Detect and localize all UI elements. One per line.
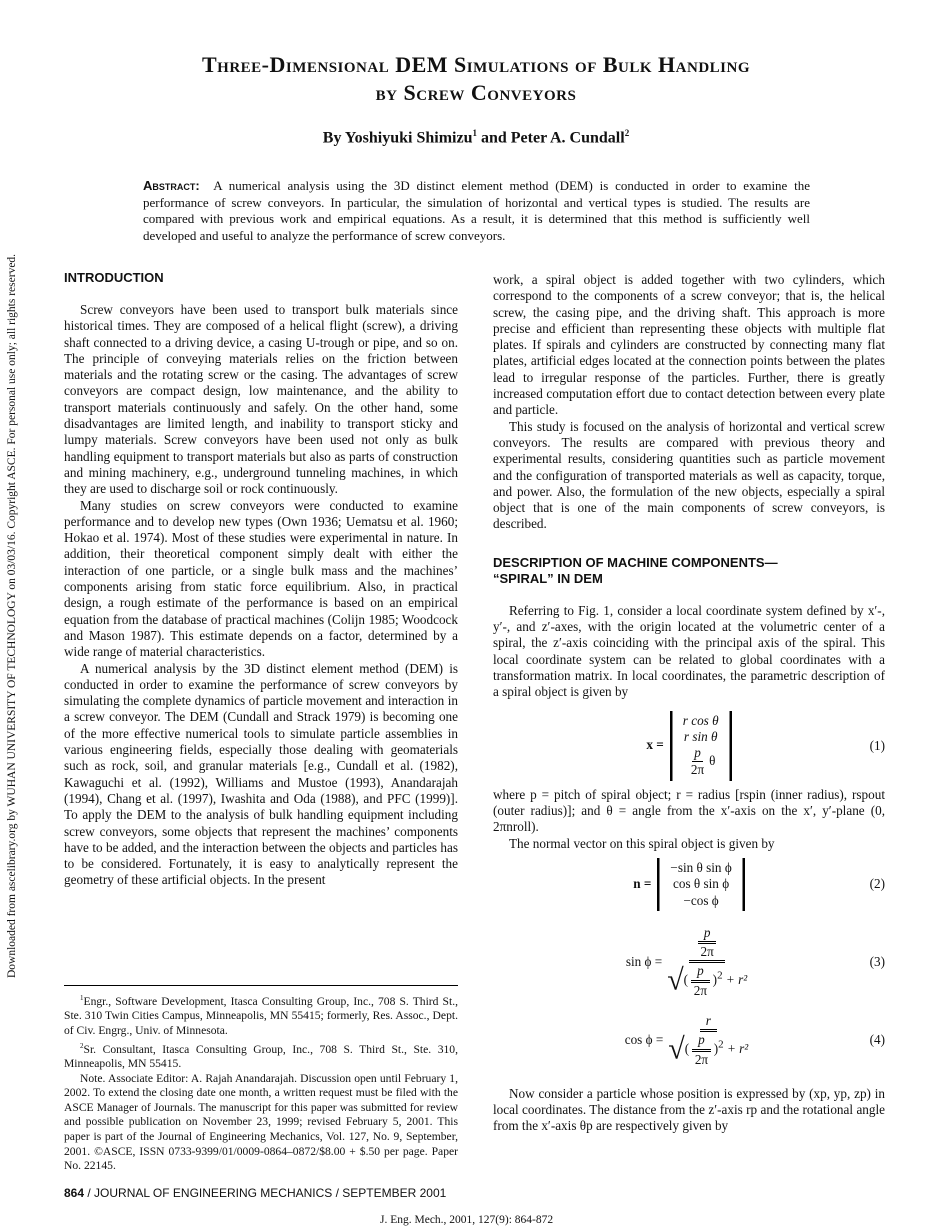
journal-footer: / JOURNAL OF ENGINEERING MECHANICS / SEPTEMBER 2001	[84, 1186, 447, 1200]
author-1: By Yoshiyuki Shimizu	[322, 129, 473, 147]
eq3-square: 2	[717, 969, 723, 982]
paragraph: This study is focused on the analysis of horizontal and vertical screw conveyors. The results are compared with previous theory and experimental results, considering quantities such as particle movement and the configuration of transported materials as well as capacity, torque, and power. Also, the formulation of the new objects, especially a spiral object that is one of the main components of screw conveyors, is described.	[493, 418, 885, 532]
equation-2	[493, 858, 885, 911]
page-footer	[64, 1186, 446, 1200]
eq3-2pi: 2π	[700, 944, 714, 960]
footnotes: $^1$Engr., Software Development, Itasca Consulting Group, Inc., 708 S. Third St., Ste. 310 Twin Cities Campus, Minneapolis, MN 55415; formerly, Res. Assoc., Dept. of Civ. Engrg., Univ. of Minnesota. $^2$Sr. Consultant, Itasca Consulting Group, Inc., 708 S. Third St., Ste. 310, Minneapolis, MN 55415. Note. Associate Editor: A. Rajah Anandarajah. Discussion open until February 1, 2002. To extend the closing date one month, a written request must be filed with the ASCE Manager of Journals. The manuscript for this paper was submitted for review and possible publication on November 23, 1999; revised February 5, 2001. This paper is part of the Journal of Engineering Mechanics, Vol. 127, No. 9, September, 2001. ©ASCE, ISSN 0733-9399/01/0009-0864–0872/$8.00 + $.50 per page. Paper No. 22145.	[64, 985, 458, 1174]
eq4-r: r	[700, 1013, 717, 1032]
eq1-matrix	[670, 711, 732, 781]
title-line-1: Three-Dimensional DEM Simulations of Bulk Handling	[201, 52, 750, 77]
authors-and: and	[476, 129, 511, 147]
eq1-row: r cos θ	[682, 712, 719, 728]
sqrt-icon: √	[667, 964, 684, 998]
eq2-row: cos θ sin ϕ	[673, 876, 730, 892]
editorial-note: Note. Associate Editor: A. Rajah Anandarajah. Discussion open until February 1, 2002. To extend the closing date one month, a written request must be filed with the ASCE Manager of Journals. The manuscript for this paper was submitted for review and possible publication on November 23, 1999; revised February 5, 2001. This paper is part of the Journal of Engineering Mechanics, Vol. 127, No. 9, September, 2001. ©ASCE, ISSN 0733-9399/01/0009-0864–0872/$8.00 + $.50 per page. Paper No. 22145.	[64, 1071, 458, 1173]
paragraph: The normal vector on this spiral object is given by	[509, 835, 775, 851]
authors	[0, 128, 952, 147]
eq3-lhs: sin ϕ =	[625, 953, 663, 969]
citation: J. Eng. Mech., 2001, 127(9): 864-872	[380, 1214, 554, 1226]
eq2-lhs: n =	[633, 876, 652, 892]
abstract	[143, 178, 810, 244]
eq1-theta: θ	[709, 752, 716, 768]
paragraph: work, a spiral object is added together with two cylinders, which correspond to the components of a screw conveyor; that is, the helical screw, the casing pipe, and the driving shaft. This approach is more precise and efficient than representing these objects with multiple flat plates. If spirals and cylinders are constructed by connecting many flat plates, artificial edges located at the connection points between the plates lead to irregular response of the particles. Further, there is greatly increased computation effort due to contact detection between every plate and particle.	[493, 272, 885, 418]
equation-4: cos ϕ = r √( $\frac{p}{2\pi}$ )$^2$ + r² (4)	[624, 1012, 885, 1067]
eq4-lhs: cos ϕ =	[624, 1032, 664, 1048]
author-1-mark: 1	[472, 128, 477, 138]
eq1-lhs: x =	[646, 737, 664, 753]
page-number: 864	[64, 1186, 85, 1200]
section-heading-introduction: INTRODUCTION	[64, 270, 164, 285]
eq4-number: (4)	[869, 1032, 885, 1048]
right-column	[493, 272, 885, 1135]
eq1-number: (1)	[869, 737, 885, 753]
footnote-1: Engr., Software Development, Itasca Consulting Group, Inc., 708 S. Third St., Ste. 310 Twin Cities Campus, Minneapolis, MN 55415; formerly, Res. Assoc., Dept. of Civ. Engrg., Univ. of Minnesota.	[64, 994, 458, 1038]
author-2: Peter A. Cundall	[510, 129, 625, 147]
eq2-row: −sin θ sin ϕ	[670, 859, 732, 875]
abstract-label: Abstract:	[143, 178, 200, 193]
paragraph: where p = pitch of spiral object; r = radius [rspin (inner radius), rspout (outer radius)]; and θ = angle from the x′-axis on the x′, y′-plane (0, 2πnroll).	[493, 786, 885, 835]
paragraph: Referring to Fig. 1, consider a local coordinate system defined by x′-, y′-, and z′-axes, with the origin located at the volumetric center of a spiral, the z′-axis coinciding with the principal axis of the spiral. This local coordinate system can be related to global coordinates with a transformation matrix. In local coordinates, the parametric description of a spiral object is given by	[493, 602, 885, 700]
footnote-2: Sr. Consultant, Itasca Consulting Group, Inc., 708 S. Third St., Ste. 310, Minneapolis, MN 55415.	[64, 1042, 458, 1071]
eq1-frac-den: 2π	[690, 762, 705, 778]
eq3-plus-r2: + r²	[725, 972, 748, 988]
paragraph: A numerical analysis by the 3D distinct element method (DEM) is conducted in order to examine the performance of screw conveyors by simulating the complete dynamics of particle movement and interaction in a screw conveyor. The DEM (Cundall and Strack 1979) is becoming one of the more effective numerical tools to simulate particle assemblies in various engineering fields, especially those dealing with geomaterials such as rock, soil, and granular materials [e.g., Cundall et al. (1982), Kawaguchi et al. (1992), Williams and Mustoe (1993), Anandarajah (1994), Chang et al. (1997), Iwashita and Oda (1988), and PFC (1999)]. To apply the DEM to the analysis of bulk handling equipment including screw conveyors, some objects that represent the machines’ components have to be added, and the interaction between the objects and particles has to be considered. Fortunately, it is easy to analytically represent the geometry of these artificial objects. In the present	[64, 660, 458, 888]
eq2-number: (2)	[869, 876, 885, 892]
paragraph: Screw conveyors have been used to transport bulk materials since historical times. They are composed of a helical flight (screw), a driving shaft connected to a driving device, a casing U-trough or pipe, and so on. The principle of conveying materials relies on the friction between materials and the rotating screw or the casing. The advantages of screw conveyors are compact design, low maintenance, and the ability to transport materials continuously and safely. On the other hand, some disadvantages are limited length, and inability to transport sticky and lumpy materials. Screw conveyors have been used not only as bulk handling equipment to transport materials but also as parts of construction and mining machinery, e.g., underground tunneling machines, in which they are used to discharge soil or rock continuously.	[64, 302, 458, 497]
eq2-matrix	[657, 858, 744, 911]
paragraph: Many studies on screw conveyors were conducted to examine performance and to develop new types (Own 1936; Uematsu et al. 1960; Hokao et al. 1974). Most of these studies were experimental in nature. In addition, their theoretical component simply dealt with either the interaction of one particle, or a single bulk mass and the machines’ components arising from static force equilibrium. Also, in practical design, a rough estimate of the performance is based on an empirical equation from the database of practical machines (Colijn 1985; Woodcock and Mason 1987). This estimate depends on a factor, determined by a wide range of material characteristics.	[64, 497, 458, 660]
download-notice: Downloaded from ascelibrary.org by WUHAN UNIVERSITY OF TECHNOLOGY on 03/03/16. Copyright ASCE. For personal use only; all rights reserved.	[6, 253, 18, 979]
eq4-plus-r2: + r²	[726, 1041, 749, 1057]
abstract-text: A numerical analysis using the 3D distinct element method (DEM) is conducted in order to examine the performance of screw conveyors. In particular, the simulation of horizontal and vertical types is studied. The results are compared with previous work and empirical equations. As a result, it is determined that this method is sufficiently well developed and useful to analyze the performance of screw conveyors.	[143, 178, 810, 243]
author-2-mark: 2	[624, 128, 630, 138]
section-heading-machine-components: DESCRIPTION OF MACHINE COMPONENTS— “SPIRAL” IN DEM	[493, 554, 778, 586]
eq3-number: (3)	[869, 953, 885, 969]
equation-3: sin ϕ = $\frac{p}{2\pi}$ √( $\frac{p}{2\pi}$ )$^2$ + r² (3)	[625, 924, 885, 998]
eq2-row: −cos ϕ	[683, 892, 719, 908]
eq3-p: p	[698, 925, 717, 944]
eq1-frac-num: p	[692, 745, 703, 762]
eq1-row: r sin θ	[683, 728, 718, 744]
equation-1	[493, 711, 885, 781]
title-line-2: by Screw Conveyors	[375, 80, 577, 105]
left-column	[64, 270, 458, 889]
eq4-square: 2	[718, 1038, 724, 1051]
sqrt-icon: √	[668, 1032, 685, 1066]
paragraph: Now consider a particle whose position is expressed by (xp, yp, zp) in local coordinates. The distance from the z′-axis rp and the rotational angle from the x′-axis θp are respectively given by	[493, 1085, 885, 1134]
